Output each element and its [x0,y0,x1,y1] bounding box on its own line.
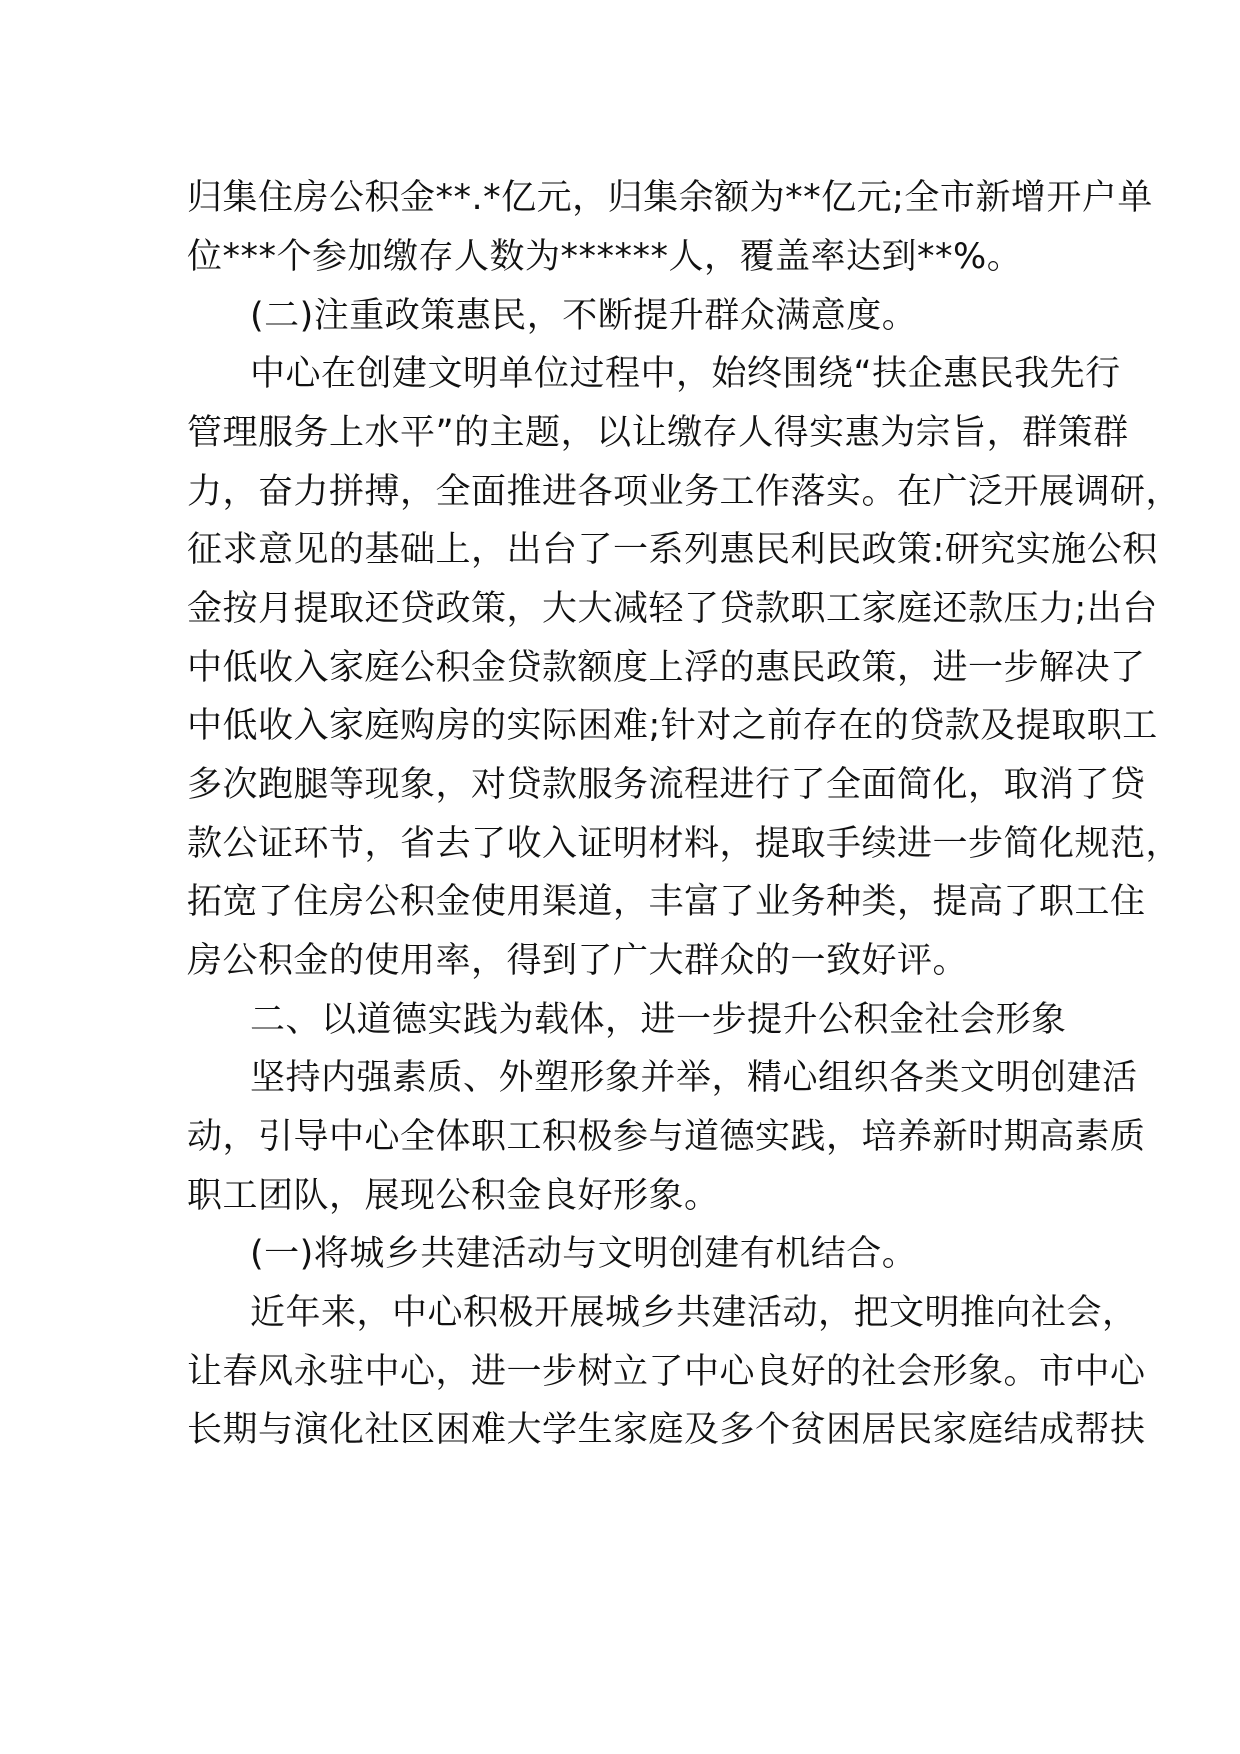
chapter-heading: 二、以道德实践为载体，进一步提升公积金社会形象 [250,1000,1067,1040]
text-line: 拓宽了住房公积金使用渠道，丰富了业务种类，提高了职工住 [187,882,1146,922]
text-line: 长期与演化社区困难大学生家庭及多个贫困居民家庭结成帮扶 [187,1410,1146,1450]
section-heading: (一)将城乡共建活动与文明创建有机结合。 [250,1234,918,1274]
text-line: 房公积金的使用率，得到了广大群众的一致好评。 [187,941,969,981]
text-line: 动，引导中心全体职工积极参与道德实践，培养新时期高素质 [187,1117,1146,1157]
text-line: 中低收入家庭公积金贷款额度上浮的惠民政策，进一步解决了 [187,648,1146,688]
text-line: 中低收入家庭购房的实际困难;针对之前存在的贷款及提取职工 [187,706,1158,746]
paragraph-first-line: 近年来，中心积极开展城乡共建活动，把文明推向社会， [250,1293,1138,1333]
text-line: 力，奋力拼搏，全面推进各项业务工作落实。在广泛开展调研， [187,472,1182,512]
text-line: 款公证环节，省去了收入证明材料，提取手续进一步简化规范， [187,824,1182,864]
text-line: 职工团队，展现公积金良好形象。 [187,1176,720,1216]
section-heading: (二)注重政策惠民，不断提升群众满意度。 [250,296,918,336]
text-line: 管理服务上水平”的主题，以让缴存人得实惠为宗旨，群策群 [187,413,1129,453]
text-line: 让春风永驻中心，进一步树立了中心良好的社会形象。市中心 [187,1352,1146,1392]
text-line: 多次跑腿等现象，对贷款服务流程进行了全面简化，取消了贷 [187,765,1146,805]
text-line: 金按月提取还贷政策，大大减轻了贷款职工家庭还款压力;出台 [187,589,1158,629]
text-line: 位***个参加缴存人数为******人，覆盖率达到**%。 [187,237,1023,277]
text-line: 归集住房公积金**.*亿元，归集余额为**亿元;全市新增开户单 [187,178,1153,218]
paragraph-first-line: 坚持内强素质、外塑形象并举，精心组织各类文明创建活 [250,1058,1138,1098]
text-line: 征求意见的基础上，出台了一系列惠民利民政策:研究实施公积 [187,530,1158,570]
paragraph-first-line: 中心在创建文明单位过程中，始终围绕“扶企惠民我先行 [250,354,1121,394]
